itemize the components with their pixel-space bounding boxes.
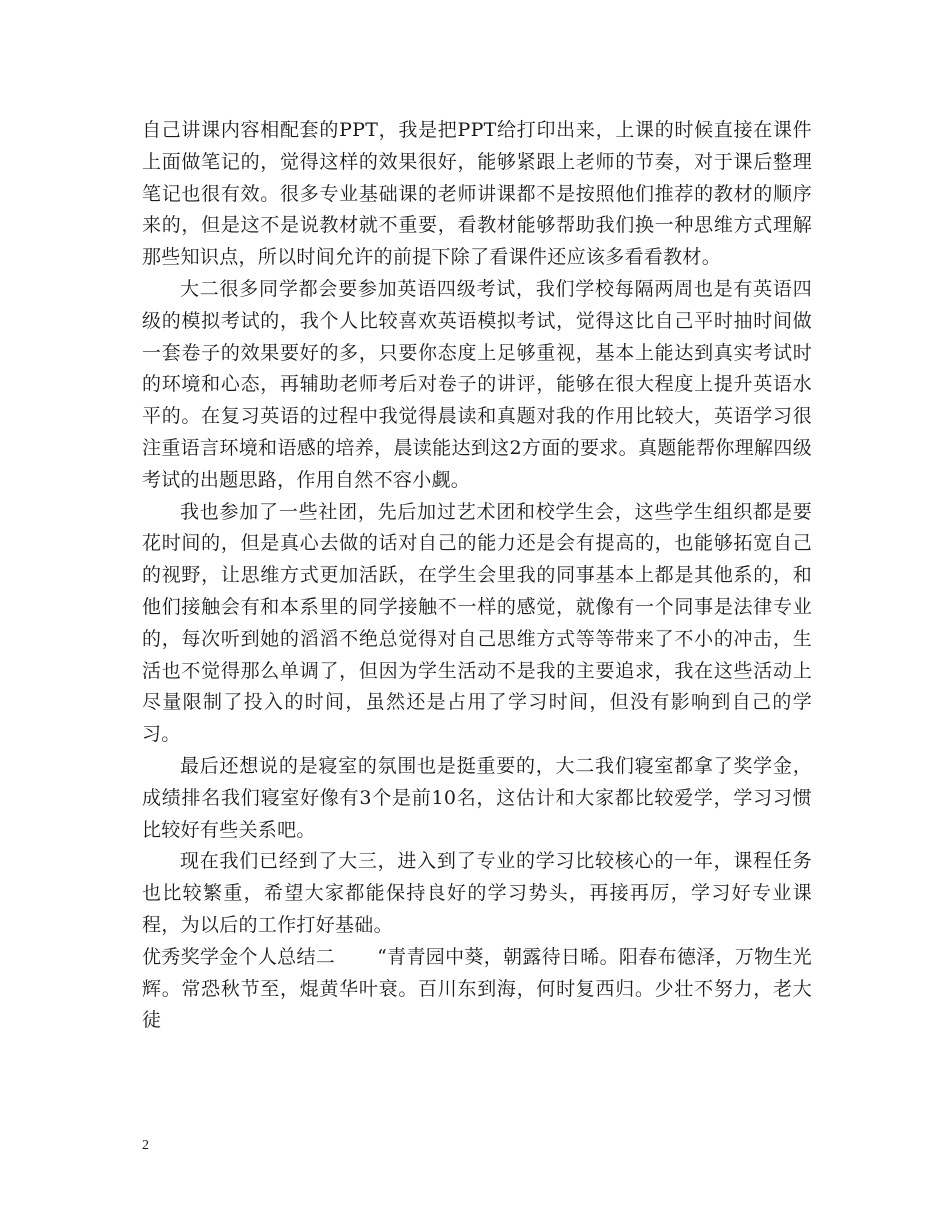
section-two — [142, 942, 812, 1037]
section-heading: 优秀奖学金个人总结二 — [142, 945, 336, 968]
paragraph-ppt-notes: 自己讲课内容相配套的PPT，我是把PPT给打印出来，上课的时候直接在课件上面做笔记的，觉得这样的效果很好，能够紧跟上老师的节奏，对于课后整理笔记也很有效。很多专业基础课的老师讲课都不是按照他们推荐的教材的顺序来的，但是这不是说教材就不重要，看教材能够帮助我们换一种思维方式理解那些知识点，所以时间允许的前提下除了看课件还应该多看看教材。 — [142, 119, 812, 269]
paragraph-student-clubs: 我也参加了一些社团，先后加过艺术团和校学生会，这些学生组织都是要花时间的，但是真心去做的话对自己的能力还是会有提高的，也能够拓宽自己的视野，让思维方式更加活跃，在学生会里我的同事基本上都是其他系的，和他们接触会有和本系里的同学接触不一样的感觉，就像有一个同事是法律专业的，每次听到她的滔滔不绝总觉得对自己思维方式等等带来了不小的冲击，生活也不觉得那么单调了，但因为学生活动不是我的主要追求，我在这些活动上尽量限制了投入的时间，虽然还是占用了学习时间，但没有影响到自己的学习。 — [142, 500, 812, 746]
section-poem-text: “青青园中葵，朝露待日晞。阳春布德泽，万物生光辉。常恐秋节至，焜黄华叶衰。百川东到海，何时复西归。少壮不努力，老大徒 — [142, 945, 812, 1032]
page-number: 2 — [142, 1138, 149, 1153]
paragraph-junior-year: 现在我们已经到了大三，进入到了专业的学习比较核心的一年，课程任务也比较繁重，希望大家都能保持良好的学习势头，再接再厉，学习好专业课程，为以后的工作打好基础。 — [142, 850, 812, 936]
document-body — [142, 115, 812, 1037]
paragraph-dormitory: 最后还想说的是寝室的氛围也是挺重要的，大二我们寝室都拿了奖学金，成绩排名我们寝室好像有3个是前10名，这估计和大家都比较爱学，学习习惯比较好有些关系吧。 — [142, 754, 812, 841]
paragraph-english-exam: 大二很多同学都会要参加英语四级考试，我们学校每隔两周也是有英语四级的模拟考试的，我个人比较喜欢英语模拟考试，觉得这比自己平时抽时间做一套卷子的效果要好的多，只要你态度上足够重视，基本上能达到真实考试时的环境和心态，再辅助老师考后对卷子的讲评，能够在很大程度上提升英语水平的。在复习英语的过程中我觉得晨读和真题对我的作用比较大，英语学习很注重语言环境和语感的培养，晨读能达到这2方面的要求。真题能帮你理解四级考试的出题思路，作用自然不容小觑。 — [142, 277, 812, 491]
